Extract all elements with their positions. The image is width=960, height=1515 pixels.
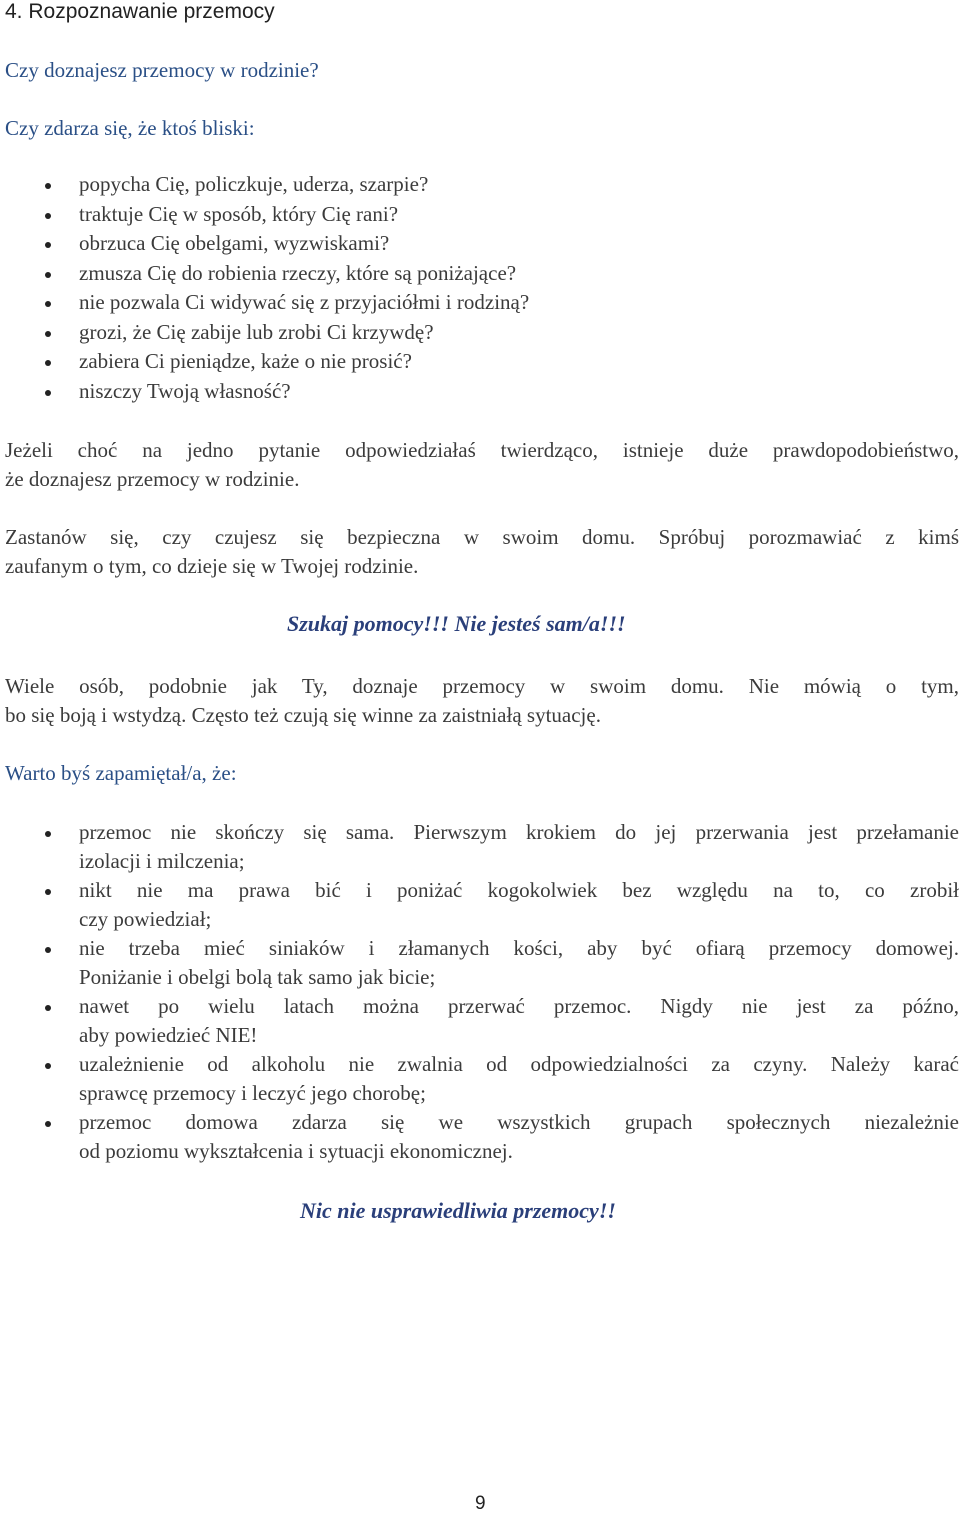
- list-item: [0, 992, 959, 1050]
- list-item-line: aby powiedzieć NIE!: [79, 1023, 258, 1047]
- list-item: [0, 1050, 959, 1108]
- list-item: zabiera Ci pieniądze, każe o nie prosić?: [0, 347, 529, 377]
- list-item-line: od poziomu wykształcenia i sytuacji ekonomicznej.: [79, 1139, 513, 1163]
- list-item-line: izolacji i milczenia;: [79, 849, 245, 873]
- slogan-help: Szukaj pomocy!!! Nie jesteś sam/a!!!: [287, 611, 626, 636]
- list-item: niszczy Twoją własność?: [0, 377, 529, 407]
- list-item-line: Poniżanie i obelgi bolą tak samo jak bicie;: [79, 965, 436, 989]
- list-item: zmusza Cię do robienia rzeczy, które są poniżające?: [0, 259, 529, 289]
- list-item: traktuje Cię w sposób, który Cię rani?: [0, 200, 529, 230]
- remember-heading: Warto byś zapamiętał/a, że:: [5, 761, 237, 785]
- list-item: [0, 818, 959, 876]
- paragraph-line: Zastanów się, czy czujesz się bezpieczna w swoim domu. Spróbuj porozmawiać z kimś: [5, 525, 959, 549]
- list-item-line: sprawcę przemocy i leczyć jego chorobę;: [79, 1081, 426, 1105]
- list-item: obrzuca Cię obelgami, wyzwiskami?: [0, 229, 529, 259]
- list-item-line: przemoc domowa zdarza się we wszystkich grupach społecznych niezależnie: [79, 1110, 959, 1134]
- paragraph-line: bo się boją i wstydzą. Często też czują się winne za zaistniałą sytuację.: [5, 703, 601, 727]
- list-item-line: nawet po wielu latach można przerwać przemoc. Nigdy nie jest za późno,: [79, 994, 959, 1018]
- paragraph-line: Wiele osób, podobnie jak Ty, doznaje przemocy w swoim domu. Nie mówią o tym,: [5, 674, 959, 698]
- section-title: 4. Rozpoznawanie przemocy: [5, 0, 275, 23]
- list-item: nie pozwala Ci widywać się z przyjaciółmi i rodziną?: [0, 288, 529, 318]
- list-item-line: uzależnienie od alkoholu nie zwalnia od odpowiedzialności za czyny. Należy karać: [79, 1052, 959, 1076]
- list-item-line: nikt nie ma prawa bić i poniżać kogokolwiek bez względu na to, co zrobił: [79, 878, 959, 902]
- list-item: [0, 934, 959, 992]
- paragraph-line: że doznajesz przemocy w rodzinie.: [5, 467, 300, 491]
- slogan-final: Nic nie usprawiedliwia przemocy!!: [300, 1198, 616, 1223]
- list-item-line: czy powiedział;: [79, 907, 212, 931]
- list-item: popycha Cię, policzkuje, uderza, szarpie?: [0, 170, 529, 200]
- facts-list: [0, 818, 959, 1166]
- list-item: [0, 1108, 959, 1166]
- signs-list: [0, 170, 529, 406]
- question-main: Czy doznajesz przemocy w rodzinie?: [5, 58, 319, 82]
- list-item: grozi, że Cię zabije lub zrobi Ci krzywdę?: [0, 318, 529, 348]
- list-item-line: przemoc nie skończy się sama. Pierwszym krokiem do jej przerwania jest przełamanie: [79, 820, 959, 844]
- list-item: [0, 876, 959, 934]
- list-item-line: nie trzeba mieć siniaków i złamanych kości, aby być ofiarą przemocy domowej.: [79, 936, 959, 960]
- paragraph-line: Jeżeli choć na jedno pytanie odpowiedziałaś twierdząco, istnieje duże prawdopodobieństwo,: [5, 438, 959, 462]
- question-sub: Czy zdarza się, że ktoś bliski:: [5, 116, 255, 140]
- paragraph-line: zaufanym o tym, co dzieje się w Twojej rodzinie.: [5, 554, 419, 578]
- page-number: 9: [475, 1493, 486, 1514]
